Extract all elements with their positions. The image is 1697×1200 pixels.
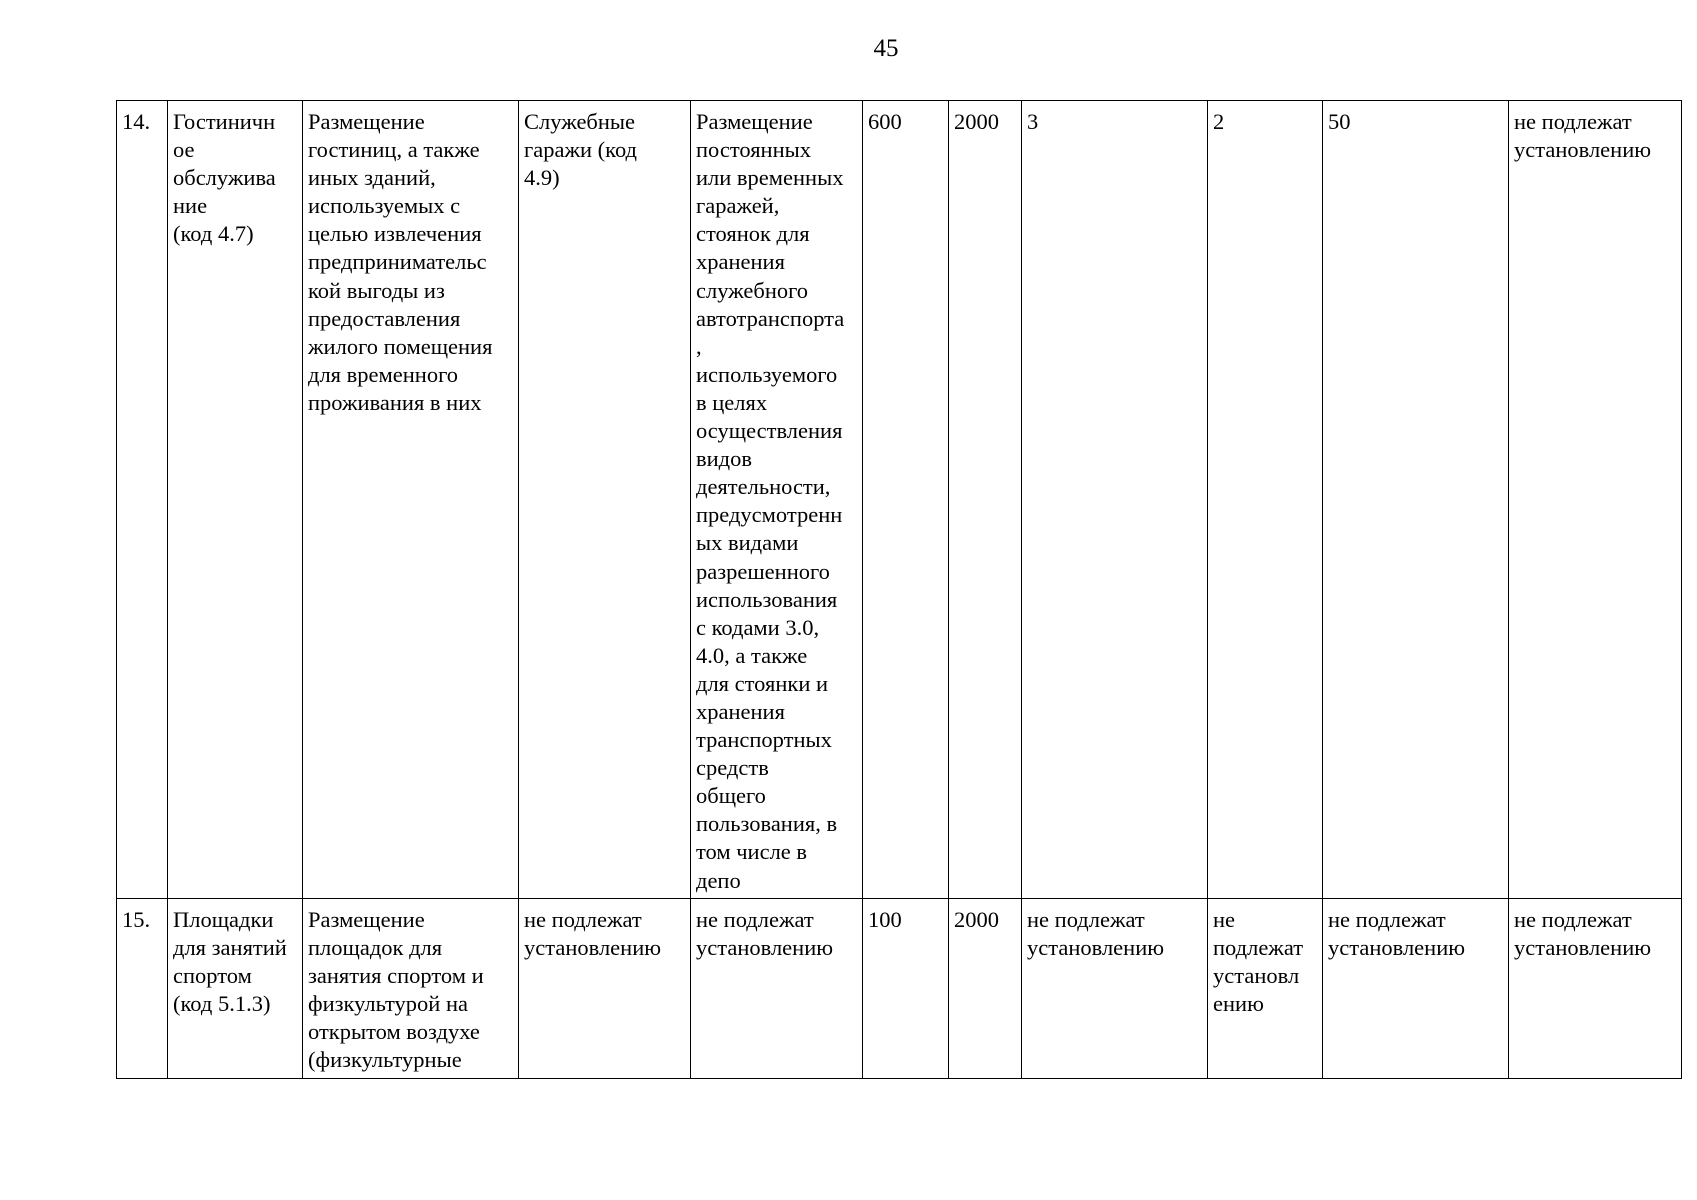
cell-text-line: предусмотренн	[696, 502, 843, 528]
table-row	[117, 899, 1682, 1079]
cell-text-line: Площадки	[173, 907, 274, 932]
row-number-cell: 14.	[117, 101, 168, 899]
table-row	[117, 101, 1682, 899]
cell-text-line: иных зданий,	[308, 165, 436, 191]
auxiliary-description-cell	[691, 899, 863, 1079]
land-use-name-cell	[168, 101, 303, 899]
cell-text-line: для занятий	[173, 935, 287, 961]
cell-text-line: (код 4.7)	[173, 221, 254, 247]
cell-text-line: 2000	[954, 109, 999, 134]
param-cell-5	[863, 899, 949, 1079]
cell-text-line: Размещение	[308, 907, 425, 932]
cell-text-line: жилого помещения	[308, 333, 493, 359]
cell-text-line: 2	[1213, 109, 1225, 134]
cell-text-line: (физкультурные	[308, 1047, 462, 1073]
cell-text-line: видов	[696, 446, 752, 472]
cell-text-line: не подлежат	[524, 907, 642, 932]
cell-text-line: открытом воздухе	[308, 1019, 480, 1045]
cell-text-line: разрешенного	[696, 558, 830, 584]
param-cell-5	[863, 101, 949, 899]
cell-text-line: деятельности,	[696, 474, 831, 500]
cell-text-line: гаражей,	[696, 193, 780, 219]
cell-text-line: подлежат	[1213, 935, 1304, 961]
cell-text-line: спортом	[173, 963, 252, 989]
cell-text-line: 50	[1328, 109, 1351, 134]
cell-text-line: установлению	[524, 935, 662, 961]
cell-text-line: Гостиничн	[173, 109, 276, 134]
cell-text-line: ое	[173, 137, 195, 163]
cell-text-line: используемого	[696, 361, 838, 387]
cell-text-line: площадок для	[308, 935, 443, 961]
auxiliary-use-cell	[519, 899, 691, 1079]
land-use-name-cell	[168, 899, 303, 1079]
page-number: 45	[873, 35, 899, 62]
auxiliary-description-cell	[691, 101, 863, 899]
table-body	[117, 101, 1682, 1079]
cell-text-line: хранения	[696, 249, 785, 275]
cell-text-line: общего	[696, 783, 766, 809]
cell-text-line: для стоянки и	[696, 670, 829, 696]
cell-text-line: постоянных	[696, 137, 811, 163]
cell-text-line: не подлежат	[1328, 907, 1446, 932]
cell-text-line: служебного	[696, 277, 809, 303]
cell-text-line: стоянок для	[696, 221, 810, 247]
cell-text-line: осуществления	[696, 418, 843, 444]
cell-text-line: не подлежат	[1514, 109, 1632, 134]
row-number-cell: 15.	[117, 899, 168, 1079]
cell-text-line: не	[1213, 907, 1236, 932]
param-cell-7	[1022, 101, 1208, 899]
cell-text-line: или временных	[696, 165, 844, 191]
cell-text-line: 4.9)	[524, 165, 560, 191]
param-cell-9	[1323, 899, 1509, 1079]
cell-text-line: 100	[868, 907, 902, 932]
param-cell-10	[1509, 101, 1682, 899]
cell-text-line: установлению	[1514, 137, 1652, 163]
cell-text-line: том числе в	[696, 839, 808, 865]
cell-text-line: занятия спортом и	[308, 963, 484, 989]
cell-text-line: средств	[696, 755, 769, 781]
cell-text-line: (код 5.1.3)	[173, 991, 271, 1017]
cell-text-line: использования	[696, 586, 838, 612]
cell-text-line: используемых с	[308, 193, 461, 219]
cell-text-line: установлению	[1514, 935, 1652, 961]
cell-text-line: проживания в них	[308, 389, 482, 415]
param-cell-8	[1208, 101, 1323, 899]
cell-text-line: 600	[868, 109, 902, 134]
auxiliary-use-cell	[519, 101, 691, 899]
cell-text-line: Размещение	[308, 109, 425, 134]
cell-text-line: для временного	[308, 361, 458, 387]
cell-text-line: транспортных	[696, 727, 832, 753]
cell-text-line: хранения	[696, 698, 785, 724]
param-cell-6	[949, 101, 1022, 899]
cell-text-line: установл	[1213, 963, 1300, 989]
cell-text-line: в целях	[696, 389, 768, 415]
cell-text-line: депо	[696, 867, 741, 893]
land-use-table	[116, 100, 1682, 1079]
cell-text-line: обслужива	[173, 165, 276, 191]
cell-text-line: не подлежат	[1027, 907, 1145, 932]
cell-text-line: Размещение	[696, 109, 813, 134]
cell-text-line: автотранспорта	[696, 305, 845, 331]
cell-text-line: физкультурой на	[308, 991, 468, 1017]
land-use-description-cell	[303, 101, 519, 899]
cell-text-line: предпринимательс	[308, 249, 487, 275]
cell-text-line: установлению	[1328, 935, 1466, 961]
land-use-description-cell	[303, 899, 519, 1079]
cell-text-line: не подлежат	[696, 907, 814, 932]
cell-text-line: ению	[1213, 991, 1264, 1017]
cell-text-line: с кодами 3.0,	[696, 614, 820, 640]
cell-text-line: гостиниц, а также	[308, 137, 480, 163]
cell-text-line: 2000	[954, 907, 999, 932]
cell-text-line: Служебные	[524, 109, 636, 134]
cell-text-line: пользования, в	[696, 811, 838, 837]
cell-text-line: ых видами	[696, 530, 799, 556]
cell-text-line: гаражи (код	[524, 137, 637, 163]
cell-text-line: 4.0, а также	[696, 642, 808, 668]
cell-text-line: кой выгоды из	[308, 277, 445, 303]
cell-text-line: ,	[696, 333, 702, 359]
cell-text-line: предоставления	[308, 305, 461, 331]
param-cell-6	[949, 899, 1022, 1079]
cell-text-line: не подлежат	[1514, 907, 1632, 932]
param-cell-7	[1022, 899, 1208, 1079]
param-cell-10	[1509, 899, 1682, 1079]
cell-text-line: целью извлечения	[308, 221, 482, 247]
param-cell-9	[1323, 101, 1509, 899]
cell-text-line: ние	[173, 193, 208, 219]
cell-text-line: 3	[1027, 109, 1039, 134]
cell-text-line: установлению	[696, 935, 834, 961]
param-cell-8	[1208, 899, 1323, 1079]
cell-text-line: установлению	[1027, 935, 1165, 961]
